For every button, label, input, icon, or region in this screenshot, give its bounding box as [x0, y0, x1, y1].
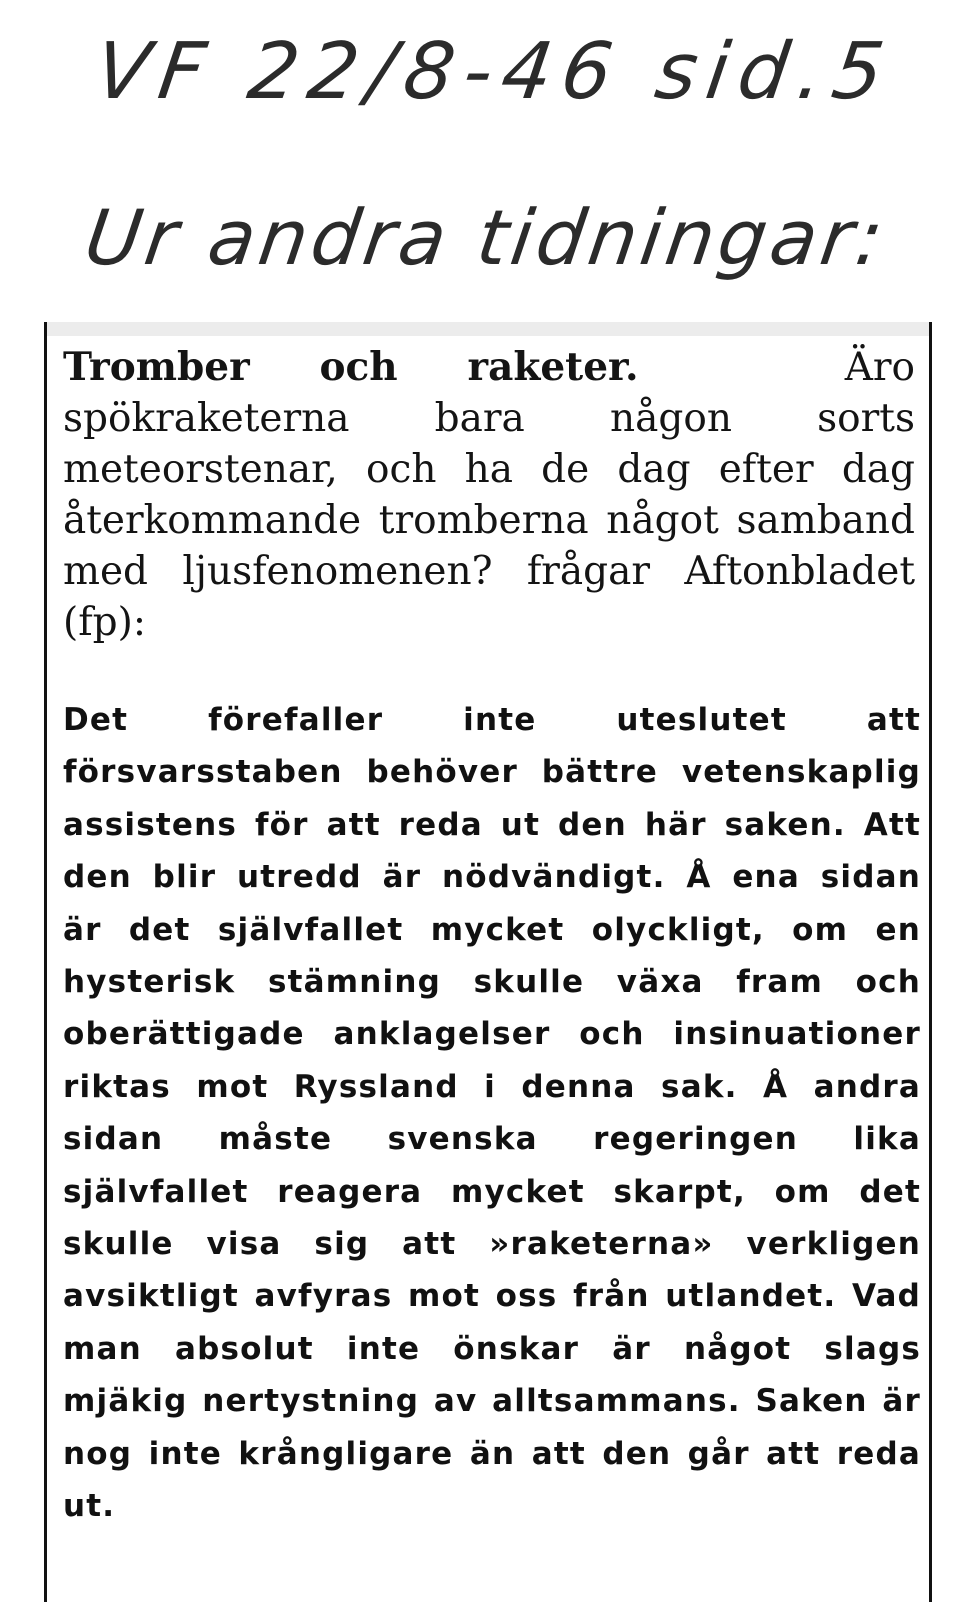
- article-lead: [63, 342, 915, 648]
- handwritten-source-note: Ur andra tidningar:: [79, 193, 893, 282]
- clipping-top-edge: [47, 322, 929, 336]
- newspaper-clipping: [44, 322, 932, 1602]
- article-kicker: Tromber och raketer.: [63, 344, 639, 390]
- lead-separator: [707, 345, 844, 390]
- handwritten-date-reference: VF 22/8-46 sid.5: [89, 27, 899, 117]
- article-body: Det förefaller inte uteslutet att försvarsstaben behöver bättre vetenskaplig assistens för att reda ut den här saken. Att den blir utredd är nödvändigt. Å ena sidan är det självfallet mycket olyckligt, om en hysterisk stämning skulle växa fram och oberättigade anklagelser och insinuationer riktas mot Ryssland i denna sak. Å andra sidan måste svenska regeringen lika självfallet reagera mycket skarpt, om det skulle visa sig att »raketerna» verkligen avsiktligt avfyras mot oss från utlandet. Vad man absolut inte önskar är något slags mjäkig nertystning av alltsammans. Saken är nog inte krångligare än att den går att reda ut.: [63, 702, 921, 1525]
- article-lead-text: Äro spökraketerna bara någon sorts meteorstenar, och ha de dag efter dag återkommande tromberna något samband med ljusfenomenen? frågar Aftonbladet (fp):: [63, 345, 915, 645]
